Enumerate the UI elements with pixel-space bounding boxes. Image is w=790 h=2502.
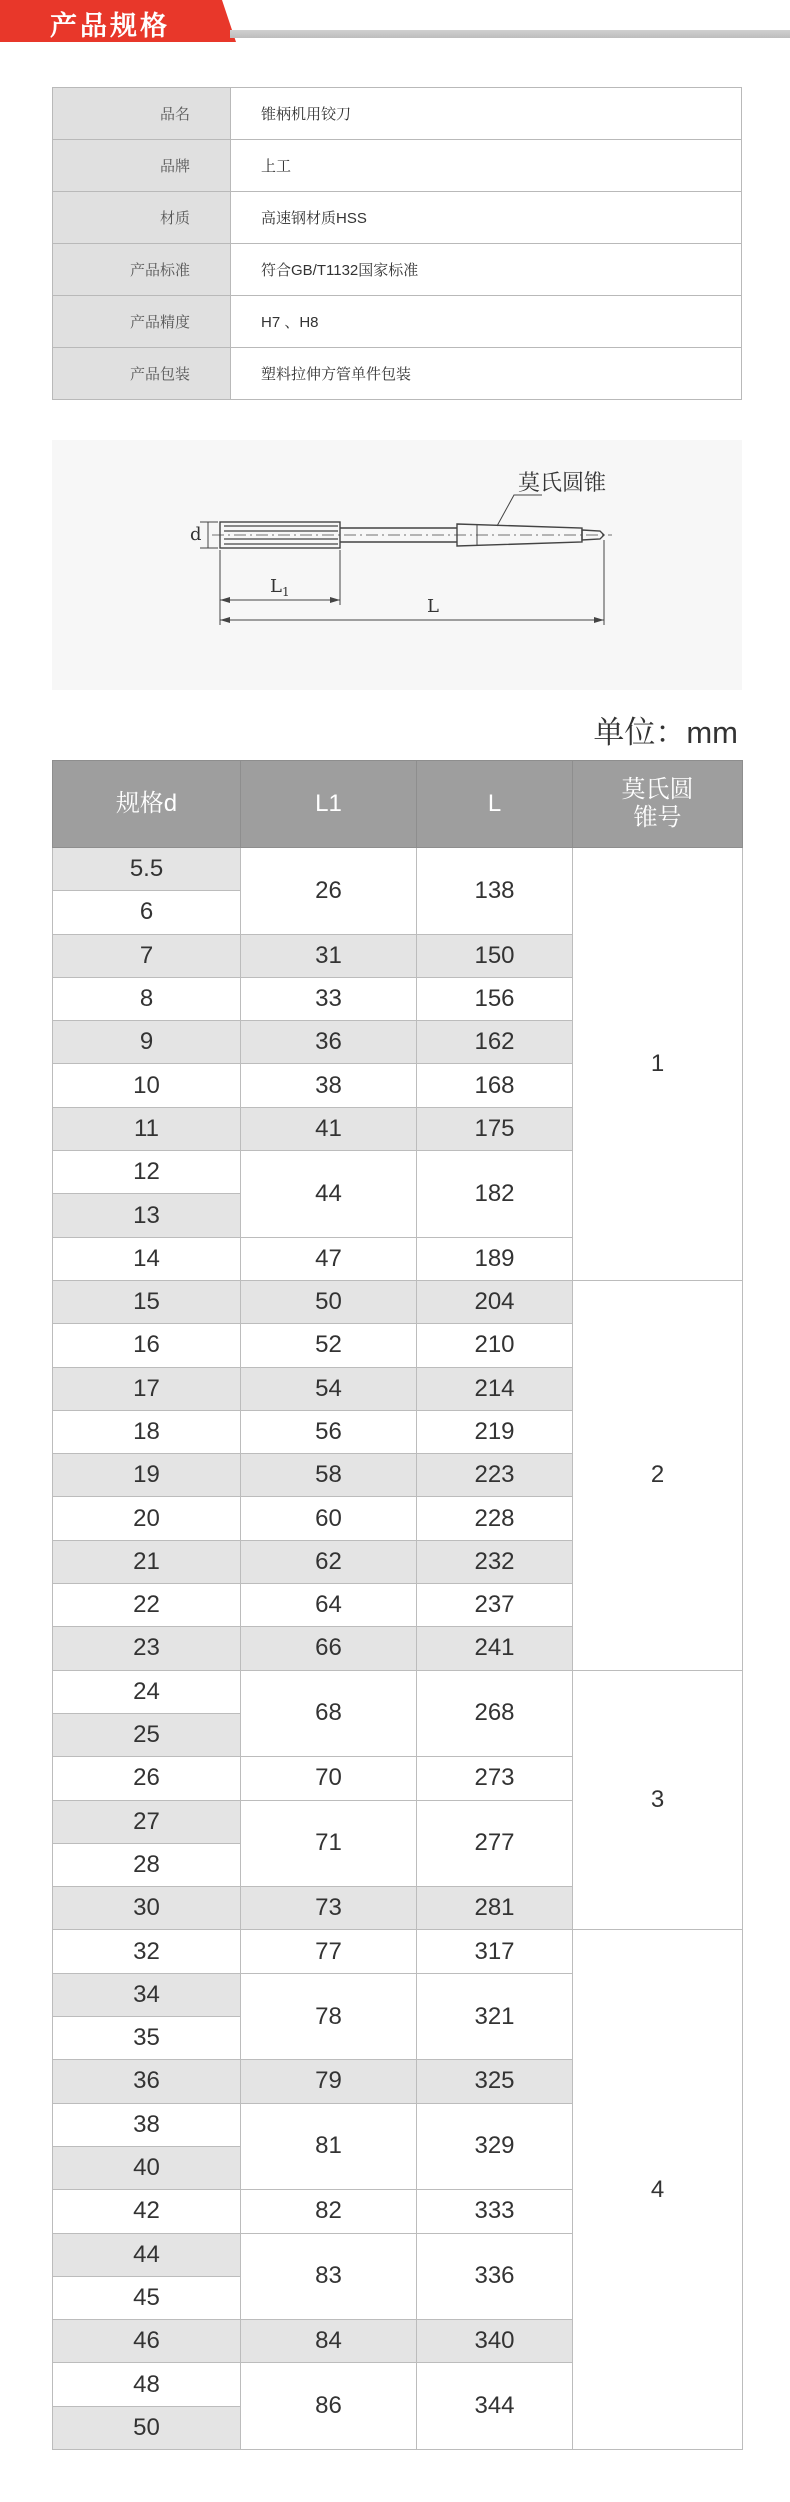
reamer-drawing	[52, 440, 742, 690]
section-title: 产品规格	[50, 11, 170, 41]
cell-spec-d: 42	[53, 2190, 241, 2233]
cell-l: 321	[417, 1973, 573, 2060]
cell-l1: 82	[241, 2190, 417, 2233]
cell-l: 138	[417, 848, 573, 935]
cell-l1: 79	[241, 2060, 417, 2103]
cell-l: 268	[417, 1670, 573, 1757]
cell-l1: 50	[241, 1280, 417, 1323]
info-label: 材质	[53, 192, 231, 244]
cell-l1: 52	[241, 1324, 417, 1367]
cell-spec-d: 20	[53, 1497, 241, 1540]
info-row	[53, 348, 742, 400]
cell-spec-d: 44	[53, 2233, 241, 2276]
header-spec-d: 规格d	[53, 761, 241, 848]
info-value: 塑料拉伸方管单件包装	[231, 348, 742, 400]
cell-l1: 77	[241, 1930, 417, 1973]
cell-l1: 26	[241, 848, 417, 935]
cell-spec-d: 17	[53, 1367, 241, 1410]
cell-l1: 68	[241, 1670, 417, 1757]
info-label: 产品标准	[53, 244, 231, 296]
cell-l1: 70	[241, 1757, 417, 1800]
info-row	[53, 88, 742, 140]
cell-spec-d: 12	[53, 1151, 241, 1194]
cell-l1: 41	[241, 1107, 417, 1150]
cell-spec-d: 36	[53, 2060, 241, 2103]
spec-table	[52, 760, 743, 2450]
cell-spec-d: 11	[53, 1107, 241, 1150]
cell-morse-taper: 2	[573, 1280, 743, 1670]
cell-l1: 44	[241, 1151, 417, 1238]
cell-spec-d: 21	[53, 1540, 241, 1583]
cell-spec-d: 23	[53, 1627, 241, 1670]
cell-l1: 58	[241, 1454, 417, 1497]
cell-l: 273	[417, 1757, 573, 1800]
cell-l: 162	[417, 1021, 573, 1064]
cell-l1: 36	[241, 1021, 417, 1064]
l1-label: $L_1$	[270, 576, 290, 599]
cell-spec-d: 48	[53, 2363, 241, 2406]
cell-l1: 73	[241, 1887, 417, 1930]
cell-spec-d: 8	[53, 977, 241, 1020]
cell-spec-d: 28	[53, 1843, 241, 1886]
cell-l: 232	[417, 1540, 573, 1583]
table-row	[53, 848, 743, 891]
cell-spec-d: 35	[53, 2017, 241, 2060]
info-row	[53, 296, 742, 348]
cell-l1: 33	[241, 977, 417, 1020]
table-row	[53, 1670, 743, 1713]
cell-l1: 64	[241, 1584, 417, 1627]
cell-spec-d: 32	[53, 1930, 241, 1973]
l-label: L	[427, 596, 439, 617]
header-rule	[230, 30, 790, 38]
cell-l: 156	[417, 977, 573, 1020]
cell-l: 204	[417, 1280, 573, 1323]
taper-leader	[497, 495, 542, 526]
cell-spec-d: 45	[53, 2276, 241, 2319]
cell-spec-d: 27	[53, 1800, 241, 1843]
header-l: L	[417, 761, 573, 848]
reamer-drawing-svg	[52, 440, 742, 690]
cell-l1: 86	[241, 2363, 417, 2450]
cell-l1: 66	[241, 1627, 417, 1670]
cell-spec-d: 22	[53, 1584, 241, 1627]
cell-l: 325	[417, 2060, 573, 2103]
info-label: 产品精度	[53, 296, 231, 348]
cell-spec-d: 7	[53, 934, 241, 977]
cell-spec-d: 40	[53, 2146, 241, 2189]
cell-l: 333	[417, 2190, 573, 2233]
cell-l: 277	[417, 1800, 573, 1887]
cell-l: 150	[417, 934, 573, 977]
cell-spec-d: 5.5	[53, 848, 241, 891]
cell-l1: 83	[241, 2233, 417, 2320]
info-value: 高速钢材质HSS	[231, 192, 742, 244]
cell-spec-d: 13	[53, 1194, 241, 1237]
header-l1: L1	[241, 761, 417, 848]
cell-morse-taper: 3	[573, 1670, 743, 1930]
info-label: 产品包装	[53, 348, 231, 400]
cell-spec-d: 50	[53, 2406, 241, 2449]
cell-l: 228	[417, 1497, 573, 1540]
info-value: 锥柄机用铰刀	[231, 88, 742, 140]
cell-l: 336	[417, 2233, 573, 2320]
cell-l: 175	[417, 1107, 573, 1150]
spec-header-row	[53, 761, 743, 848]
cell-l1: 56	[241, 1410, 417, 1453]
info-row	[53, 244, 742, 296]
cell-l: 329	[417, 2103, 573, 2190]
cell-l1: 54	[241, 1367, 417, 1410]
cell-l1: 71	[241, 1800, 417, 1887]
cell-spec-d: 25	[53, 1713, 241, 1756]
cell-l: 223	[417, 1454, 573, 1497]
cell-l1: 47	[241, 1237, 417, 1280]
cell-l: 281	[417, 1887, 573, 1930]
cell-spec-d: 15	[53, 1280, 241, 1323]
cell-l: 219	[417, 1410, 573, 1453]
cell-spec-d: 38	[53, 2103, 241, 2146]
info-row	[53, 192, 742, 244]
d-label: d	[190, 524, 202, 545]
info-label: 品名	[53, 88, 231, 140]
cell-spec-d: 30	[53, 1887, 241, 1930]
section-header	[0, 0, 790, 42]
cell-l: 344	[417, 2363, 573, 2450]
cell-spec-d: 14	[53, 1237, 241, 1280]
cell-l1: 60	[241, 1497, 417, 1540]
cell-spec-d: 10	[53, 1064, 241, 1107]
cell-l: 214	[417, 1367, 573, 1410]
info-value: 上工	[231, 140, 742, 192]
cell-spec-d: 46	[53, 2320, 241, 2363]
cell-l1: 84	[241, 2320, 417, 2363]
cell-l: 340	[417, 2320, 573, 2363]
info-row	[53, 140, 742, 192]
cell-spec-d: 18	[53, 1410, 241, 1453]
cell-l1: 31	[241, 934, 417, 977]
cell-morse-taper: 1	[573, 848, 743, 1281]
taper-shank	[457, 524, 582, 546]
cell-spec-d: 26	[53, 1757, 241, 1800]
info-value: H7 、H8	[231, 296, 742, 348]
cell-spec-d: 24	[53, 1670, 241, 1713]
cell-l: 317	[417, 1930, 573, 1973]
cell-l: 182	[417, 1151, 573, 1238]
header-morse-taper: 莫氏圆 锥号	[573, 761, 743, 848]
cell-spec-d: 9	[53, 1021, 241, 1064]
cell-l: 168	[417, 1064, 573, 1107]
cell-l1: 78	[241, 1973, 417, 2060]
cell-spec-d: 6	[53, 891, 241, 934]
cell-l1: 62	[241, 1540, 417, 1583]
cell-l1: 81	[241, 2103, 417, 2190]
cell-l: 210	[417, 1324, 573, 1367]
cell-spec-d: 34	[53, 1973, 241, 2016]
taper-label: 莫氏圆锥	[518, 471, 607, 496]
cell-l: 189	[417, 1237, 573, 1280]
cell-morse-taper: 4	[573, 1930, 743, 2450]
product-info-table	[52, 87, 742, 400]
cell-spec-d: 16	[53, 1324, 241, 1367]
cell-l: 241	[417, 1627, 573, 1670]
table-row	[53, 1280, 743, 1323]
cell-l1: 38	[241, 1064, 417, 1107]
table-row	[53, 1930, 743, 1973]
unit-label: 单位：mm	[593, 715, 738, 750]
cell-spec-d: 19	[53, 1454, 241, 1497]
info-label: 品牌	[53, 140, 231, 192]
cell-l: 237	[417, 1584, 573, 1627]
info-value: 符合GB/T1132国家标准	[231, 244, 742, 296]
